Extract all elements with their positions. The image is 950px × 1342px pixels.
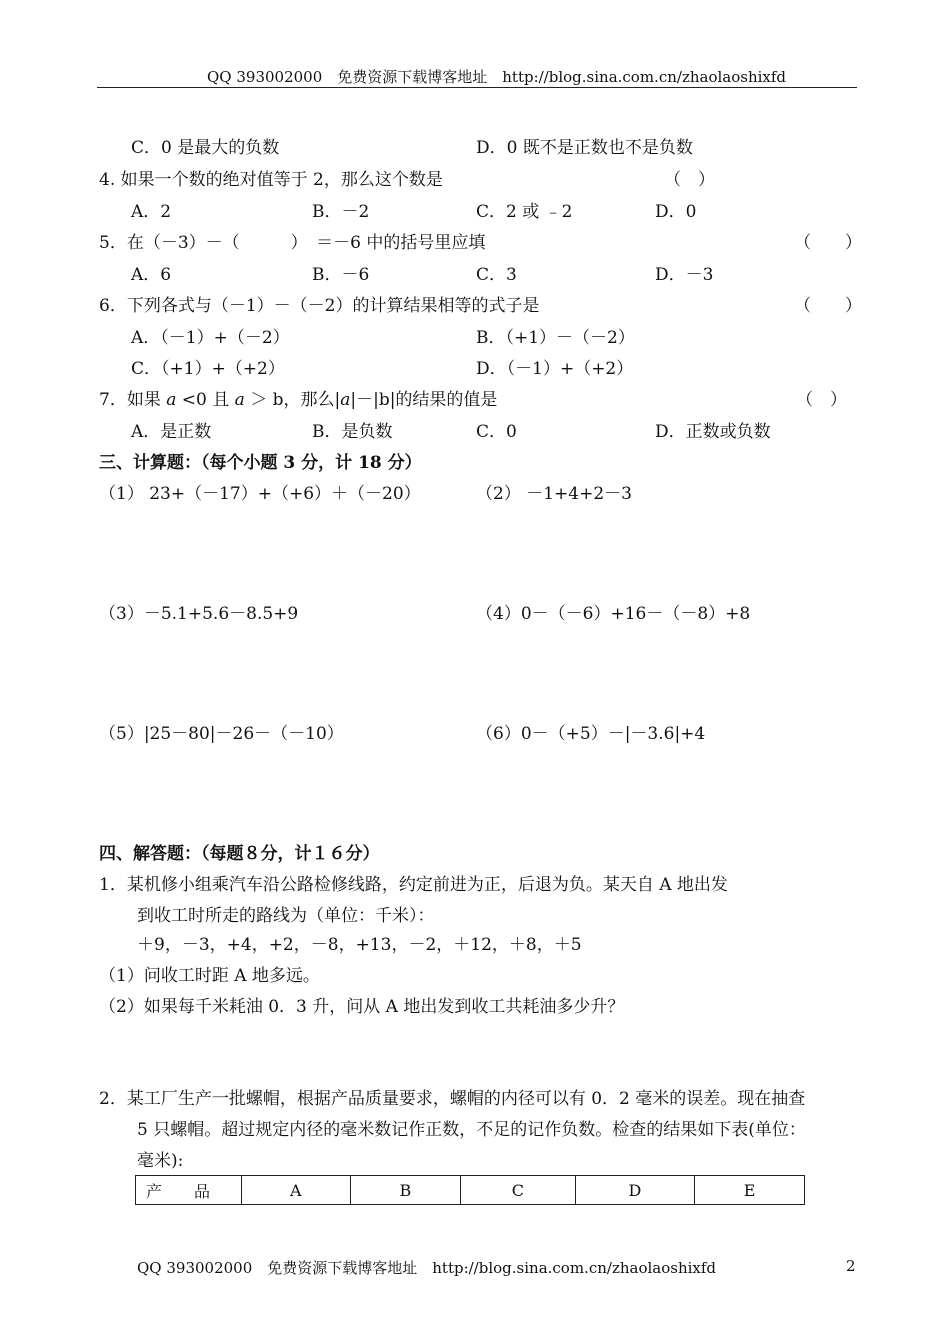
q7-stem-tail: |－|b|的结果的值是	[350, 390, 498, 410]
section4-title: 四、解答题：（每题８分，计１６分）	[99, 844, 380, 864]
q6-option-a: A．（－1）+（－2）	[131, 328, 290, 348]
q3-option-c: C．0 是最大的负数	[131, 138, 280, 158]
q7-stem-mid1: <0 且	[176, 390, 235, 410]
table-header-e: E	[695, 1176, 805, 1205]
table-header-d: D	[575, 1176, 695, 1205]
q5-option-a: A．6	[131, 265, 172, 285]
calc-item-5: （5）|25－80|－26－（－10）	[99, 724, 344, 744]
q7-option-c: C．0	[476, 422, 517, 442]
product-table	[135, 1175, 805, 1205]
problem2-line3: 毫米):	[137, 1151, 184, 1171]
q7-variable-a2: a	[234, 390, 245, 410]
calc-item-2: （2） －1+4+2－3	[476, 484, 632, 504]
q6-stem: 6．下列各式与（－1）－（－2）的计算结果相等的式子是	[99, 296, 540, 316]
problem2-line1: 2．某工厂生产一批螺帽，根据产品质量要求，螺帽的内径可以有 0．2 毫米的误差。现在抽查	[99, 1089, 806, 1109]
q7-option-b: B．是负数	[312, 422, 393, 442]
q7-option-d: D．正数或负数	[655, 422, 771, 442]
q6-answer-bracket: （ ）	[794, 296, 862, 316]
q7-stem-mid2: ＞ b，那么|	[244, 390, 341, 410]
table-header-b: B	[350, 1176, 460, 1205]
q7-answer-bracket: （ ）	[796, 390, 847, 410]
calc-item-1: （1） 23+（－17）+（+6）＋（－20）	[99, 484, 421, 504]
q4-option-d: D．0	[655, 202, 697, 222]
q5-option-b: B．－6	[312, 265, 370, 285]
q4-answer-bracket: （ ）	[664, 170, 715, 190]
q7-stem-prefix: 7．如果	[99, 390, 167, 410]
q7-variable-a3: a	[340, 390, 351, 410]
calc-item-6: （6）0－（+5）－|－3.6|+4	[476, 724, 706, 744]
q6-option-c: C．（+1）+（+2）	[131, 359, 285, 379]
section3-title: 三、计算题：（每个小题 3 分，计 18 分）	[99, 453, 422, 473]
problem1-question2: （2）如果每千米耗油 0．3 升，问从 A 地出发到收工共耗油多少升？	[99, 997, 625, 1017]
q4-option-b: B．－2	[312, 202, 370, 222]
q6-option-b: B．（+1）－（－2）	[476, 328, 635, 348]
problem2-line2: 5 只螺帽。超过规定内径的毫米数记作正数，不足的记作负数。检查的结果如下表(单位：	[137, 1120, 806, 1140]
page-number: 2	[846, 1257, 856, 1275]
calc-item-3: （3）－5.1+5.6－8.5+9	[99, 604, 299, 624]
q5-stem: 5．在（－3）－（ ） ＝－6 中的括号里应填	[99, 233, 486, 253]
table-header-c: C	[461, 1176, 576, 1205]
page-header: QQ 393002000 免费资源下载博客地址 http://blog.sina.com.cn/zhaolaoshixfd	[207, 68, 787, 86]
page-footer: QQ 393002000 免费资源下载博客地址 http://blog.sina.com.cn/zhaolaoshixfd	[137, 1259, 717, 1277]
table-header-a: A	[242, 1176, 351, 1205]
problem1-question1: （1）问收工时距 A 地多远。	[99, 966, 320, 986]
q4-option-a: A．2	[131, 202, 172, 222]
problem1-line2: 到收工时所走的路线为（单位：千米）：	[137, 906, 435, 926]
q4-stem: 4. 如果一个数的绝对值等于 2，那么这个数是	[99, 170, 443, 190]
q5-answer-bracket: （ ）	[794, 233, 862, 253]
q7-stem	[99, 385, 497, 410]
q3-option-d: D．0 既不是正数也不是负数	[476, 138, 693, 158]
problem1-line1: 1．某机修小组乘汽车沿公路检修线路，约定前进为正，后退为负。某天自 A 地出发	[99, 875, 728, 895]
problem1-route-values: ＋9，－3，+4，+2，－8，+13，－2，＋12，＋8，＋5	[137, 935, 582, 955]
q7-option-a: A．是正数	[131, 422, 212, 442]
calc-item-4: （4）0－（－6）+16－（－8）+8	[476, 604, 751, 624]
q5-option-c: C．3	[476, 265, 517, 285]
q5-option-d: D．－3	[655, 265, 714, 285]
q4-option-c: C．2 或 ﹣2	[476, 202, 573, 222]
header-rule	[97, 87, 857, 88]
q7-variable-a: a	[166, 390, 177, 410]
table-header-product: 产 品	[136, 1176, 242, 1205]
table-row	[136, 1176, 805, 1205]
q6-option-d: D．（－1）+（+2）	[476, 359, 634, 379]
